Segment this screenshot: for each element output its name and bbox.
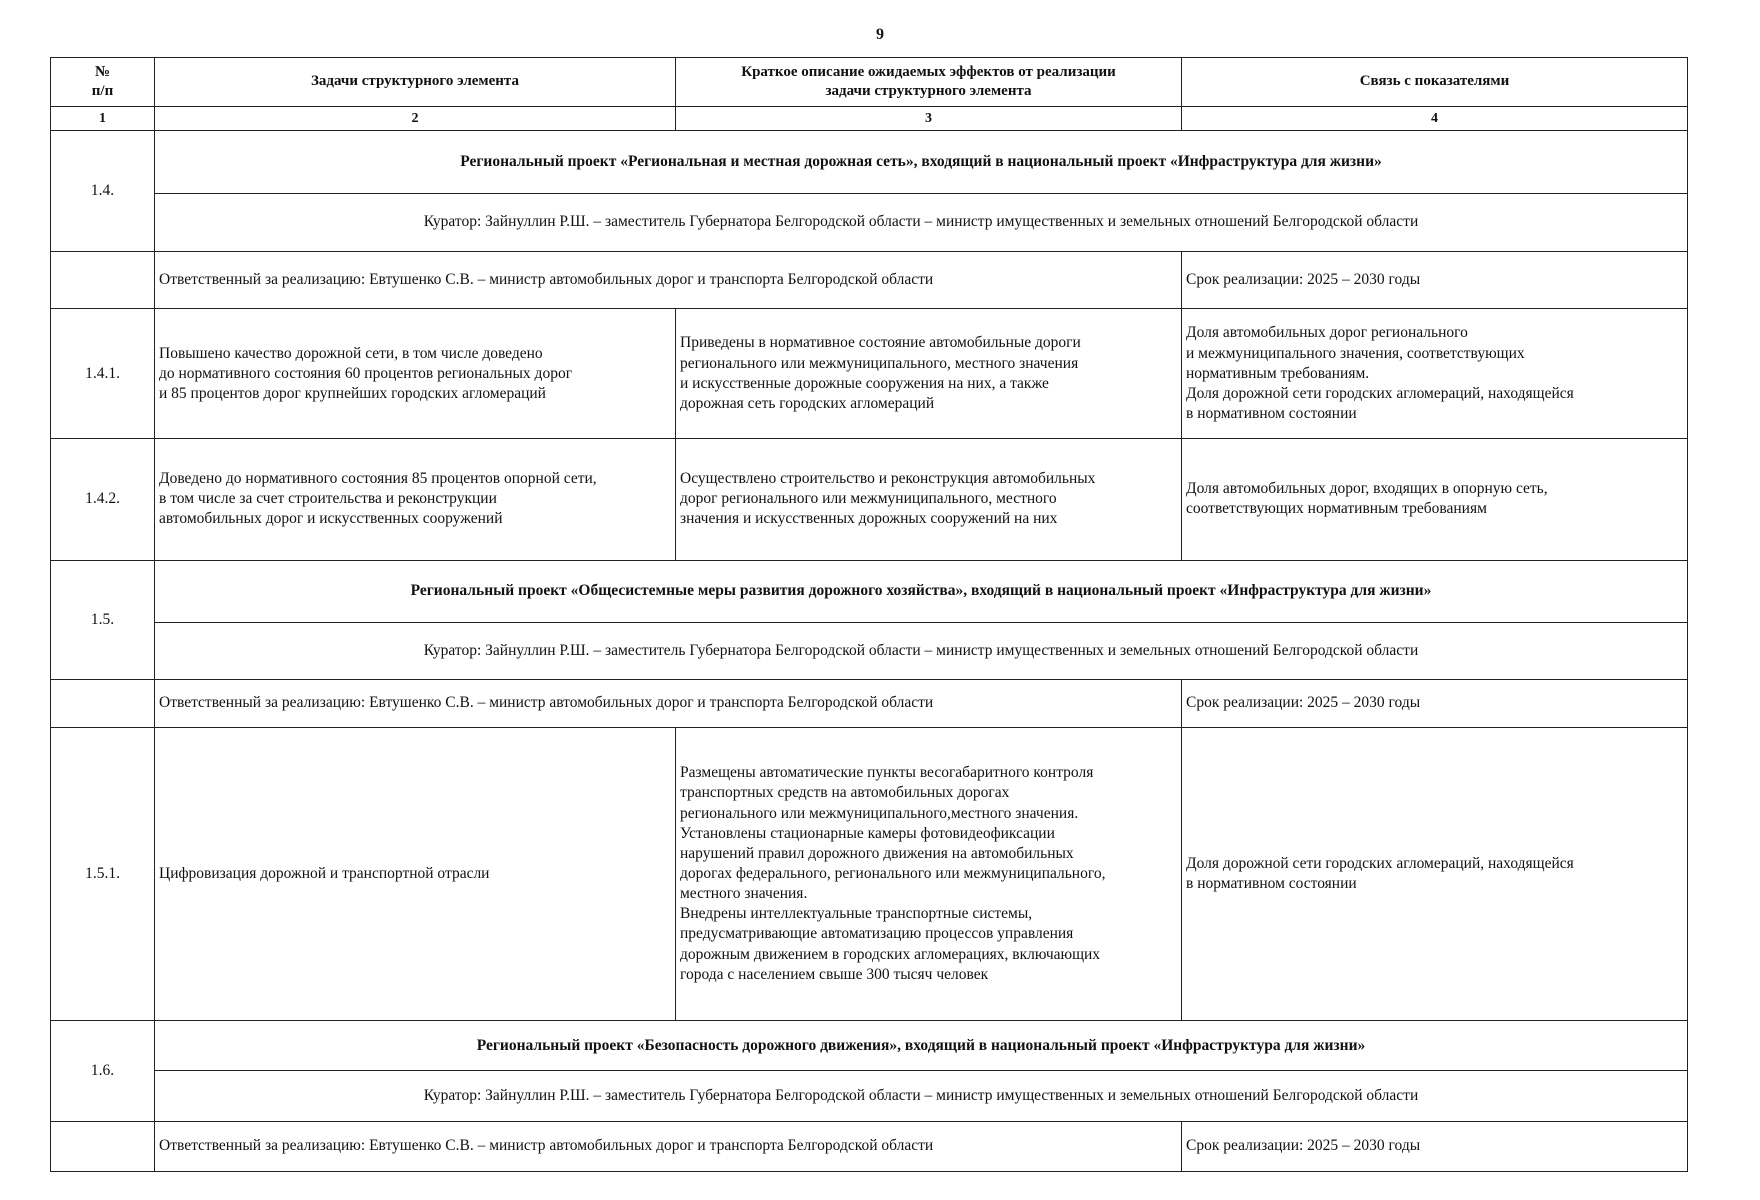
effect-text xyxy=(676,309,1182,439)
effect-line: Размещены автоматические пункты весогабаритного контроля xyxy=(680,764,1094,782)
curator-text: Куратор: Зайнуллин Р.Ш. – заместитель Губернатора Белгородской области – министр имущественных и земельных отношений Белгородской области xyxy=(155,1071,1688,1121)
indicator-line: Доля автомобильных дорог, входящих в опорную сеть, xyxy=(1186,480,1548,498)
indicator-line: в нормативном состоянии xyxy=(1186,875,1357,893)
responsible-text: Ответственный за реализацию: Евтушенко С.В. – министр автомобильных дорог и транспорта Белгородской области xyxy=(155,1121,1182,1171)
section-number: 1.5. xyxy=(51,560,155,679)
curator-text: Куратор: Зайнуллин Р.Ш. – заместитель Губернатора Белгородской области – министр имущественных и земельных отношений Белгородской области xyxy=(155,623,1688,680)
task-line: до нормативного состояния 60 процентов региональных дорог xyxy=(159,364,573,382)
column-number: 1 xyxy=(51,107,155,131)
indicator-line: Доля дорожной сети городских агломераций, находящейся xyxy=(1186,854,1574,872)
effect-line: регионального или межмуниципального,местного значения. xyxy=(680,804,1079,822)
task-text xyxy=(155,309,676,439)
task-number: 1.4.1. xyxy=(51,309,155,439)
effect-line: Установлены стационарные камеры фотовидеофиксации xyxy=(680,824,1055,842)
indicator-line: Доля дорожной сети городских агломераций, находящейся xyxy=(1186,384,1574,402)
empty-cell xyxy=(51,251,155,309)
curator-row xyxy=(51,194,1688,252)
task-row xyxy=(51,728,1688,1021)
effect-line: и искусственные дорожные сооружения на них, а также xyxy=(680,374,1049,392)
empty-cell xyxy=(51,1121,155,1171)
column-number: 2 xyxy=(155,107,676,131)
header-effects xyxy=(676,58,1182,107)
column-number: 4 xyxy=(1182,107,1688,131)
indicator-text xyxy=(1182,309,1688,439)
responsible-row xyxy=(51,251,1688,309)
project-title: Региональный проект «Региональная и местная дорожная сеть», входящий в национальный проект «Инфраструктура для жизни» xyxy=(155,131,1688,194)
project-row xyxy=(51,560,1688,623)
term-text: Срок реализации: 2025 – 2030 годы xyxy=(1182,679,1688,727)
project-row xyxy=(51,1021,1688,1071)
effect-line: регионального или межмуниципального, местного значения xyxy=(680,354,1079,372)
effect-line: транспортных средств на автомобильных дорогах xyxy=(680,784,1010,802)
term-text: Срок реализации: 2025 – 2030 годы xyxy=(1182,1121,1688,1171)
task-line: и 85 процентов дорог крупнейших городских агломераций xyxy=(159,384,546,402)
header-number-line2: п/п xyxy=(91,83,114,100)
header-tasks: Задачи структурного элемента xyxy=(155,58,676,107)
effect-line: дорожная сеть городских агломераций xyxy=(680,394,935,412)
task-number: 1.5.1. xyxy=(51,728,155,1021)
header-number xyxy=(51,58,155,107)
header-effects-line2: задачи структурного элемента xyxy=(825,83,1032,100)
section-number: 1.6. xyxy=(51,1021,155,1121)
responsible-text: Ответственный за реализацию: Евтушенко С.В. – министр автомобильных дорог и транспорта Белгородской области xyxy=(155,251,1182,309)
indicator-text xyxy=(1182,728,1688,1021)
task-text xyxy=(155,439,676,560)
indicator-line: в нормативном состоянии xyxy=(1186,404,1357,422)
task-line: в том числе за счет строительства и реконструкции xyxy=(159,490,497,508)
project-title: Региональный проект «Безопасность дорожного движения», входящий в национальный проект «Инфраструктура для жизни» xyxy=(155,1021,1688,1071)
project-row xyxy=(51,131,1688,194)
task-row xyxy=(51,439,1688,560)
task-line: автомобильных дорог и искусственных сооружений xyxy=(159,510,503,528)
responsible-text: Ответственный за реализацию: Евтушенко С.В. – министр автомобильных дорог и транспорта Белгородской области xyxy=(155,679,1182,727)
empty-cell xyxy=(51,679,155,727)
project-title: Региональный проект «Общесистемные меры развития дорожного хозяйства», входящий в национальный проект «Инфраструктура для жизни» xyxy=(155,560,1688,623)
effect-text xyxy=(676,728,1182,1021)
effect-line: значения и искусственных дорожных сооружений на них xyxy=(680,510,1058,528)
curator-row xyxy=(51,623,1688,680)
header-number-line1: № xyxy=(94,63,111,80)
header-effects-line1: Краткое описание ожидаемых эффектов от реализации xyxy=(741,63,1116,80)
term-text: Срок реализации: 2025 – 2030 годы xyxy=(1182,251,1688,309)
effect-line: местного значения. xyxy=(680,885,808,903)
page-number: 9 xyxy=(876,26,884,43)
task-line: Повышено качество дорожной сети, в том числе доведено xyxy=(159,344,543,362)
column-numbers-row xyxy=(51,107,1688,131)
column-number: 3 xyxy=(676,107,1182,131)
task-row xyxy=(51,309,1688,439)
effect-line: предусматривающие автоматизацию процессов управления xyxy=(680,925,1074,943)
curator-row xyxy=(51,1071,1688,1121)
indicator-line: и межмуниципального значения, соответствующих xyxy=(1186,344,1525,362)
responsible-row xyxy=(51,679,1688,727)
effect-line: Приведены в нормативное состояние автомобильные дороги xyxy=(680,334,1081,352)
task-number: 1.4.2. xyxy=(51,439,155,560)
effect-line: нарушений правил дорожного движения на автомобильных xyxy=(680,844,1074,862)
effect-line: Осуществлено строительство и реконструкция автомобильных xyxy=(680,470,1096,488)
effect-line: города с населением свыше 300 тысяч человек xyxy=(680,965,989,983)
task-line: Цифровизация дорожной и транспортной отрасли xyxy=(159,865,490,883)
effect-line: дорогах федерального, регионального или межмуниципального, xyxy=(680,865,1106,883)
indicator-text xyxy=(1182,439,1688,560)
section-number: 1.4. xyxy=(51,131,155,251)
indicator-line: Доля автомобильных дорог регионального xyxy=(1186,324,1468,342)
responsible-row xyxy=(51,1121,1688,1171)
effect-line: Внедрены интеллектуальные транспортные системы, xyxy=(680,905,1033,923)
table-header-row xyxy=(51,58,1688,107)
curator-text: Куратор: Зайнуллин Р.Ш. – заместитель Губернатора Белгородской области – министр имущественных и земельных отношений Белгородской области xyxy=(155,194,1688,252)
task-text xyxy=(155,728,676,1021)
indicator-line: нормативным требованиям. xyxy=(1186,364,1370,382)
effect-line: дорожным движением в городских агломерациях, включающих xyxy=(680,945,1101,963)
task-line: Доведено до нормативного состояния 85 процентов опорной сети, xyxy=(159,470,597,488)
header-indicators: Связь с показателями xyxy=(1182,58,1688,107)
indicator-line: соответствующих нормативным требованиям xyxy=(1186,500,1487,518)
effect-line: дорог регионального или межмуниципального, местного xyxy=(680,490,1057,508)
effect-text xyxy=(676,439,1182,560)
structural-elements-table xyxy=(50,57,1688,1172)
